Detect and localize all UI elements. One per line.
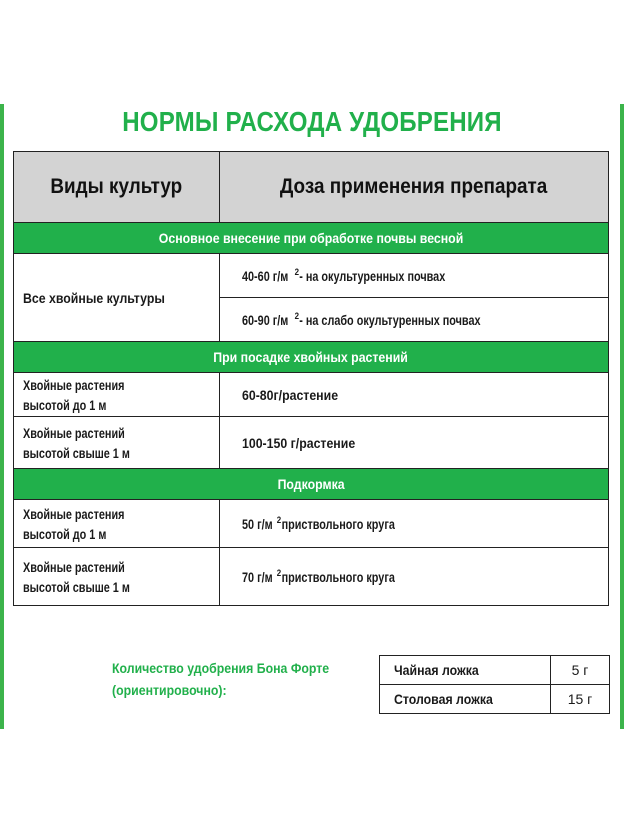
section-header-row [14,342,609,373]
right-accent-bar [620,104,624,729]
note-line: (ориентировочно): [112,682,227,698]
column-header-dose: Доза применения препарата [220,152,609,223]
spoon-value: 15 г [551,685,610,714]
dose-cell: 40-60 г/м $^2$- на окультуренных почвах [220,254,609,298]
note-line: Количество удобрения Бона Форте [112,660,330,676]
table-row [14,417,609,469]
section-header: Основное внесение при обработке почвы весной [14,223,609,254]
dose-cell: 60-80г/растение [220,373,609,417]
section-header: При посадке хвойных растений [14,342,609,373]
page-title: НОРМЫ РАСХОДА УДОБРЕНИЯ [122,106,502,137]
crop-cell: Хвойные растения высотой до 1 м [14,500,220,548]
spoon-name: Столовая ложка [380,685,551,714]
table-row [14,254,609,298]
spoon-value: 5 г [551,656,610,685]
table-row [14,500,609,548]
table-row [14,373,609,417]
dose-cell: 70 г/м $^2$приствольного круга [220,548,609,606]
fertilizer-rate-table [13,151,609,606]
section-header: Подкормка [14,469,609,500]
section-header-row [14,223,609,254]
spoon-measure-table [379,655,610,714]
table-row [380,656,610,685]
section-header-row [14,469,609,500]
column-header-crops: Виды культур [14,152,220,223]
table-row [380,685,610,714]
crop-cell: Хвойные растений высотой свыше 1 м [14,548,220,606]
crop-cell: Хвойные растения высотой до 1 м [14,373,220,417]
crop-cell: Хвойные растений высотой свыше 1 м [14,417,220,469]
dosage-note [112,657,362,701]
dose-cell: 50 г/м $^2$приствольного круга [220,500,609,548]
left-accent-bar [0,104,4,729]
spoon-name: Чайная ложка [380,656,551,685]
table-row [14,548,609,606]
table-header-row [14,152,609,223]
dose-cell: 100-150 г/растение [220,417,609,469]
dose-cell: 60-90 г/м $^2$- на слабо окультуренных почвах [220,298,609,342]
crop-cell: Все хвойные культуры [14,254,220,342]
